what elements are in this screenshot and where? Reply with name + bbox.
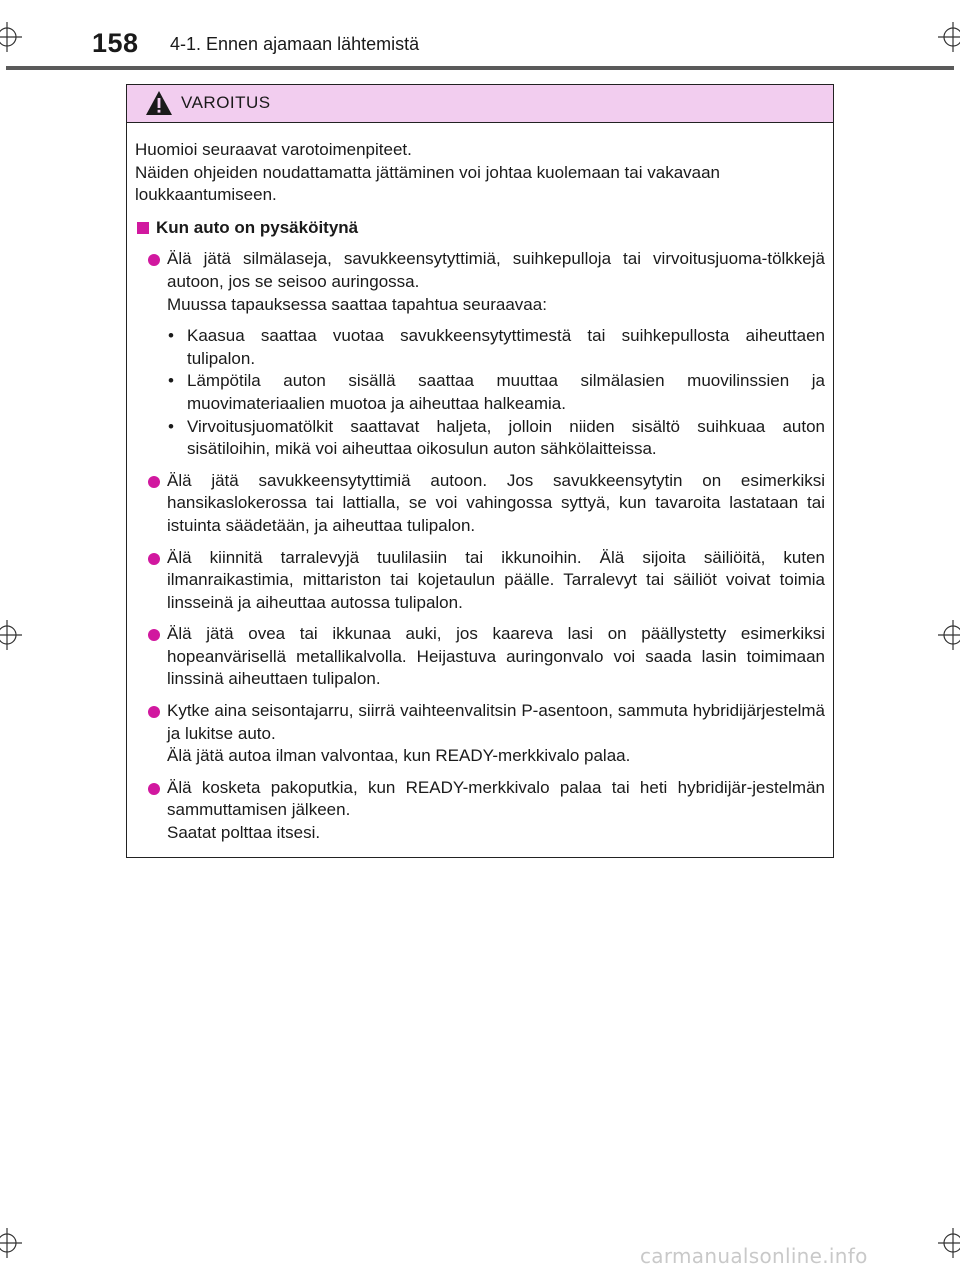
subheading: [135, 217, 825, 240]
square-bullet-icon: [137, 222, 149, 234]
subheading-text: Kun auto on pysäköitynä: [156, 217, 359, 237]
page-number: 158: [92, 28, 139, 58]
warning-item: [135, 777, 825, 845]
item-text: Älä kiinnitä tarralevyjä tuulilasiin tai ikkunoihin. Älä sijoita säiliöitä, kuten ilmanraikastimia, mittariston tai kojetaulun päälle. Tarralevyt tai säiliöt voivat toimia linsseinä ja aiheuttaa autossa tulipalon.: [167, 547, 825, 612]
circle-bullet-icon: [148, 706, 160, 718]
warning-item: [135, 547, 825, 615]
item-text: Muussa tapauksessa saattaa tapahtua seuraavaa:: [167, 294, 547, 314]
warning-item: [135, 470, 825, 538]
item-text: Älä jätä silmälaseja, savukkeensytyttimiä, suihkepulloja tai virvoitusjuoma-tölkkejä autoon, jos se seisoo auringossa.: [167, 249, 825, 291]
crop-mark-icon: [938, 22, 960, 52]
item-text: Älä jätä savukkeensytyttimiä autoon. Jos savukkeensytytin on esimerkiksi hansikaslokerossa tai lattialla, se voi vahingossa syttyä, kun tavaroita lastataan tai istuinta säädetään, ja aiheuttaa tulipalon.: [167, 470, 825, 535]
crop-mark-icon: [0, 22, 22, 52]
sub-list: [167, 325, 825, 461]
circle-bullet-icon: [148, 476, 160, 488]
crop-mark-icon: [938, 620, 960, 650]
crop-mark-icon: [0, 1228, 22, 1258]
warning-item: [135, 623, 825, 691]
footer-watermark: carmanualsonline.info: [640, 1244, 868, 1268]
section-title: 4-1. Ennen ajamaan lähtemistä: [170, 34, 420, 54]
sub-item-text: Kaasua saattaa vuotaa savukkeensytyttimestä tai suihkepullosta aiheuttaen tulipalon.: [187, 326, 825, 368]
sub-item-text: Virvoitusjuomatölkit saattavat haljeta, jolloin niiden sisältö suihkuaa auton sisätiloihin, mikä voi aiheuttaa oikosulun auton sähkölaitteissa.: [187, 416, 825, 459]
circle-bullet-icon: [148, 783, 160, 795]
crop-mark-icon: [0, 620, 22, 650]
item-text: Älä kosketa pakoputkia, kun READY-merkkivalo palaa tai heti hybridijär-jestelmän sammuttamisen jälkeen.: [167, 777, 825, 820]
item-text: Älä jätä ovea tai ikkunaa auki, jos kaareva lasi on päällystetty esimerkiksi hopeanvärisellä metallikalvolla. Heijastuva auringonvalo voi saada lasin toimimaan linssinä aiheuttaen tulipalon.: [167, 624, 825, 689]
intro-line: Huomioi seuraavat varotoimenpiteet.: [135, 140, 412, 159]
item-text: Älä jätä autoa ilman valvontaa, kun READY-merkkivalo palaa.: [167, 746, 631, 766]
warning-box: [126, 84, 834, 858]
sub-item: [167, 325, 825, 370]
dot-icon: •: [168, 326, 174, 346]
warning-title: VAROITUS: [181, 93, 271, 112]
circle-bullet-icon: [148, 629, 160, 641]
circle-bullet-icon: [148, 254, 160, 266]
dot-icon: •: [168, 416, 174, 436]
sub-item: [167, 416, 825, 461]
item-text: Saatat polttaa itsesi.: [167, 823, 321, 843]
item-text: Kytke aina seisontajarru, siirrä vaihteenvalitsin P-asentoon, sammuta hybridijärjestelmä ja lukitse auto.: [167, 701, 825, 743]
page-header: [0, 0, 960, 70]
warning-item: [135, 700, 825, 768]
dot-icon: •: [168, 371, 174, 391]
header-rule: [6, 66, 954, 70]
warning-triangle-icon: [145, 90, 173, 116]
warning-header: [127, 85, 833, 123]
intro-line: Näiden ohjeiden noudattamatta jättäminen voi johtaa kuolemaan tai vakavaan loukkaantumiseen.: [135, 162, 721, 205]
sub-item-text: Lämpötila auton sisällä saattaa muuttaa silmälasien muovilinssien ja muovimateriaalien muotoa ja aiheuttaa halkeamia.: [187, 371, 825, 413]
crop-mark-icon: [938, 1228, 960, 1258]
sub-item: [167, 370, 825, 415]
warning-body: [127, 123, 833, 845]
warning-item: [135, 248, 825, 460]
circle-bullet-icon: [148, 553, 160, 565]
